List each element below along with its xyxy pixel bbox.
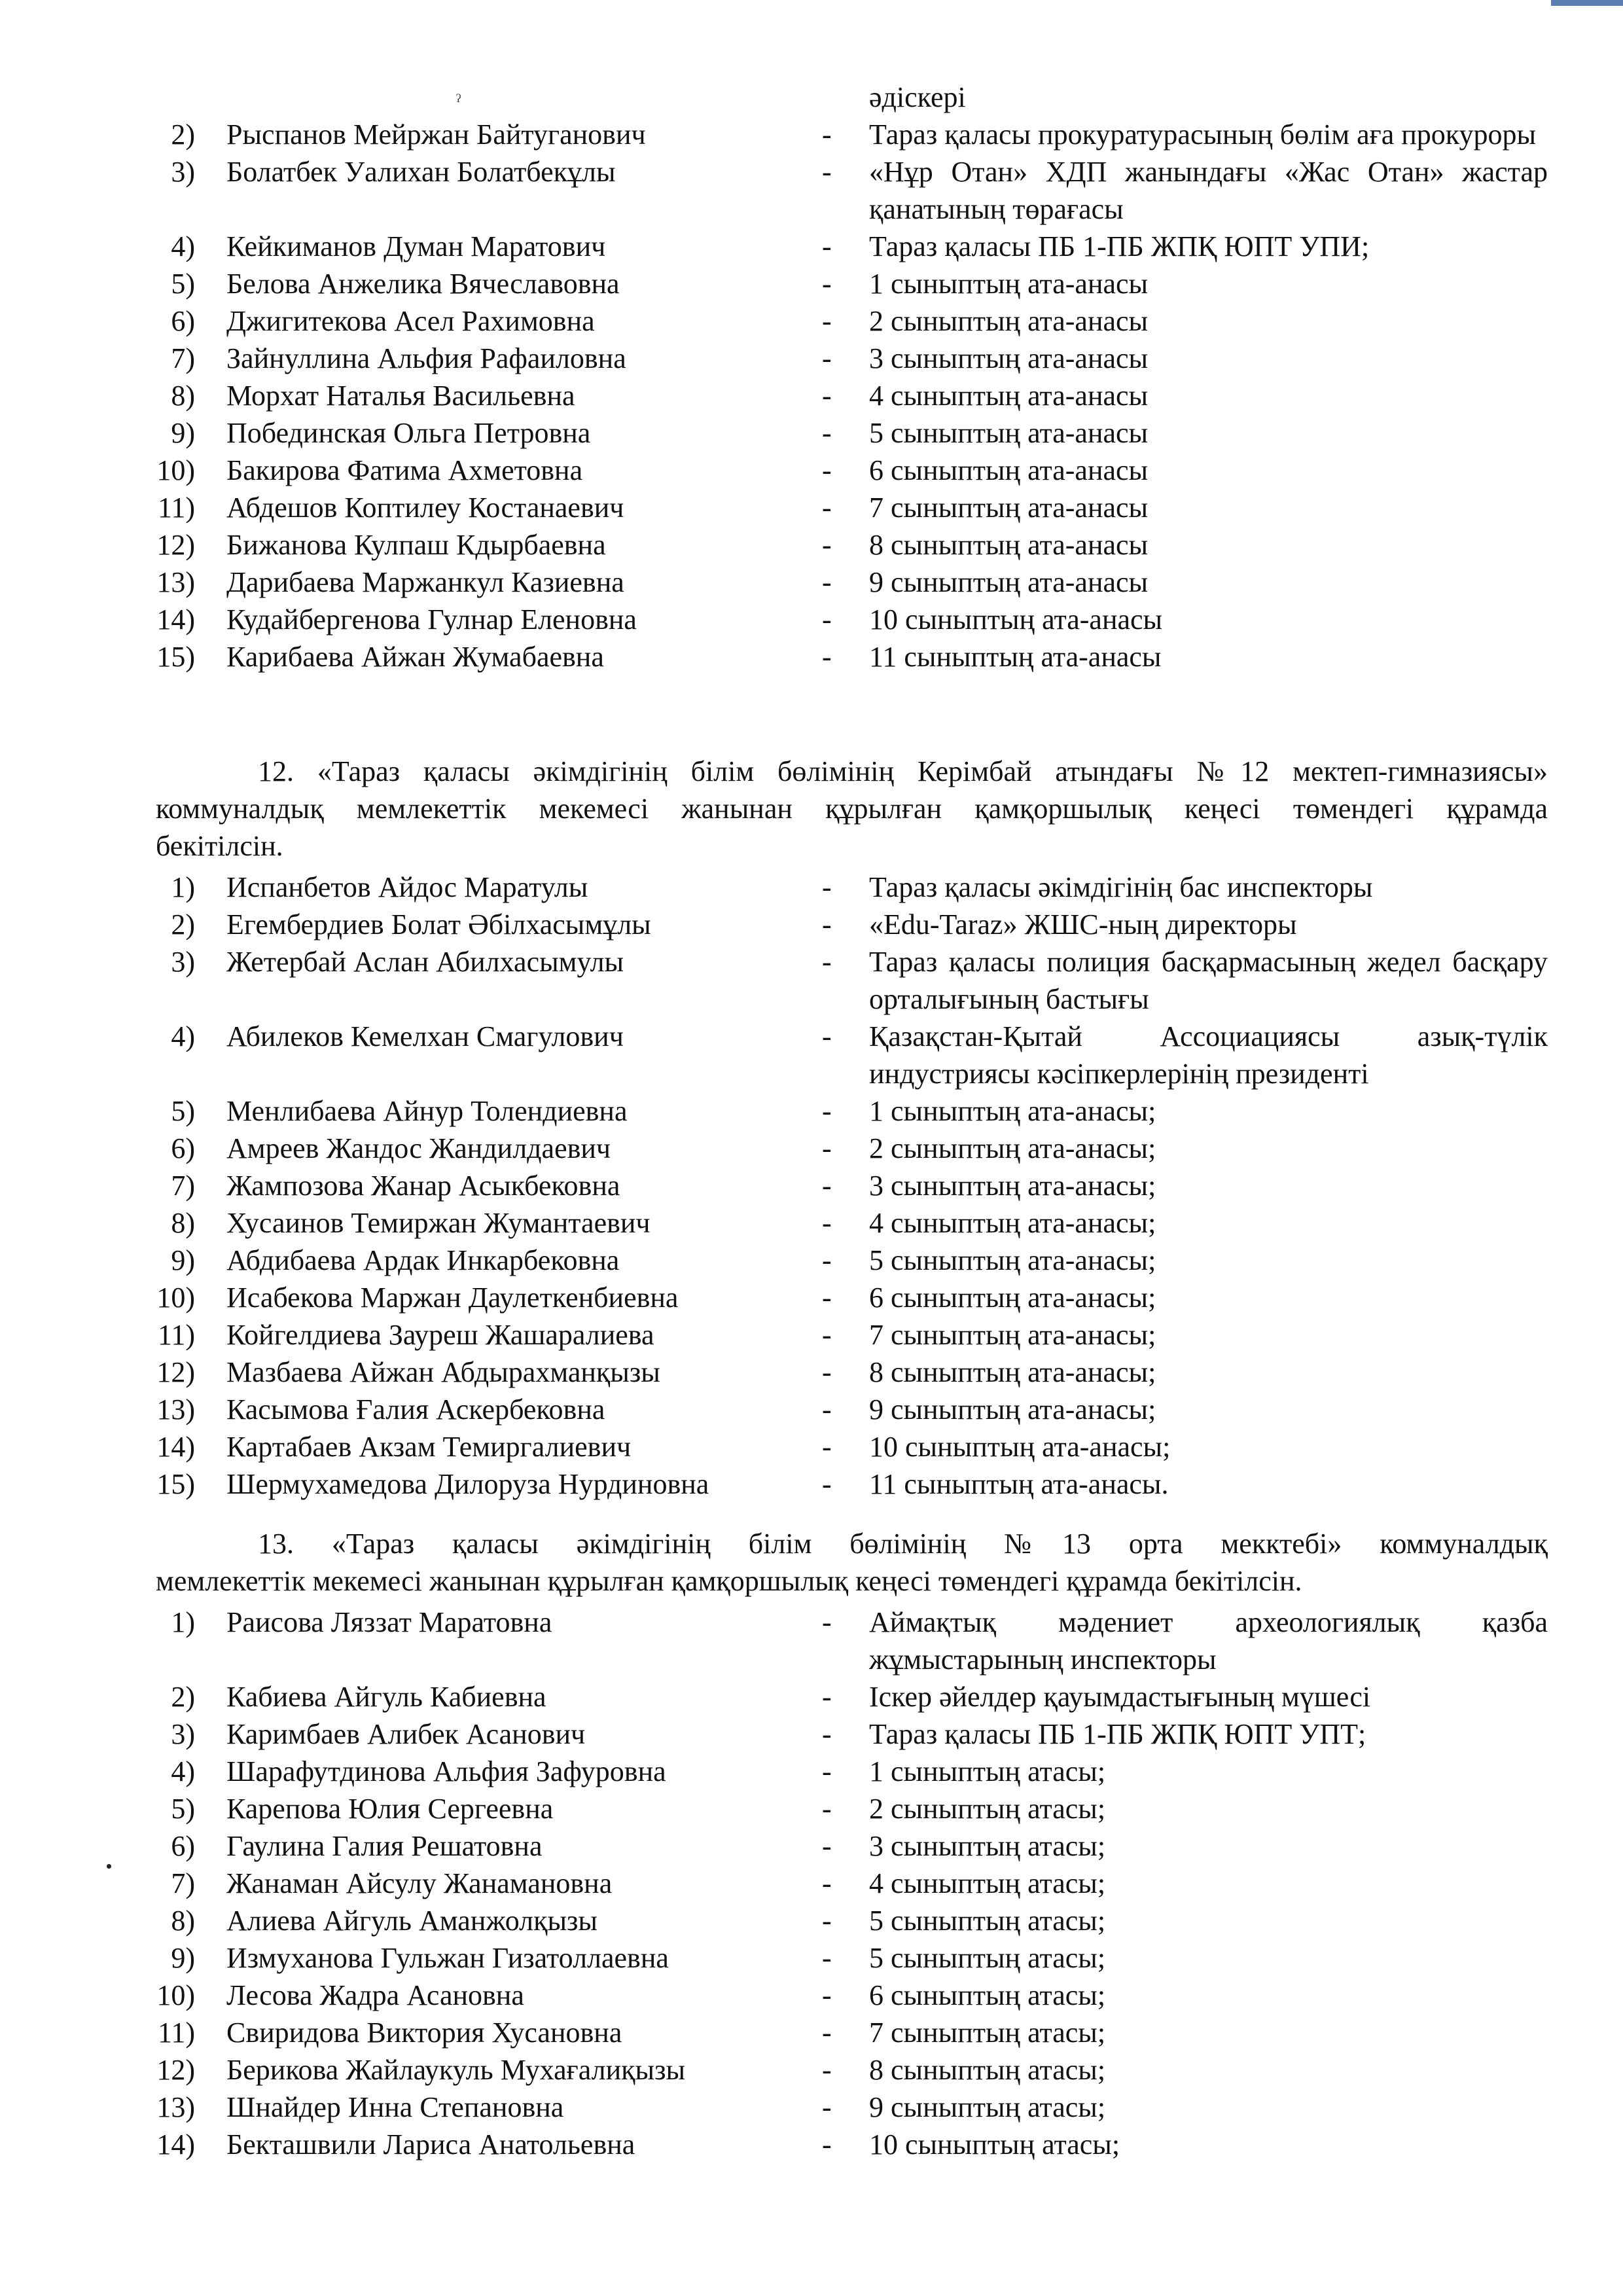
member-name: Кудайбергенова Гулнар Еленовна (226, 603, 637, 636)
list-item (0, 1354, 1623, 1391)
dash-separator: - (822, 603, 832, 636)
dash-separator: - (822, 1020, 832, 1052)
dash-separator: - (822, 1606, 832, 1638)
item-number: 13) (156, 1393, 195, 1426)
list-item (0, 1130, 1623, 1167)
member-role: Тараз қаласы полиция басқармасының жедел басқару орталығының бастығы (869, 946, 1548, 1015)
member-role: 9 сыныптың ата-анасы (869, 566, 1149, 598)
member-name: Рыспанов Мейржан Байтуганович (226, 118, 646, 151)
item-number: 9) (171, 1244, 195, 1276)
member-name: Егембердиев Болат Әбілхасымұлы (226, 908, 651, 941)
dash-separator: - (822, 946, 832, 978)
dash-separator: - (822, 342, 832, 374)
item-number: 8) (171, 1905, 195, 1937)
list-item (0, 302, 1623, 340)
item-number: 1) (171, 1606, 195, 1638)
list-item (0, 943, 1623, 1018)
dash-separator: - (822, 2054, 832, 2086)
member-role: 6 сыныптың атасы; (869, 1979, 1106, 2011)
list-item (0, 1902, 1623, 1939)
member-name: Шнайдер Инна Степановна (226, 2091, 564, 2123)
list-item (0, 869, 1623, 906)
dash-separator: - (822, 1905, 832, 1937)
dash-separator: - (822, 871, 832, 903)
member-name: Картабаев Акзам Темиргалиевич (226, 1431, 632, 1463)
member-name: Гаулина Галия Решатовна (226, 1830, 543, 1862)
member-name: Хусаинов Темиржан Жумантаевич (226, 1207, 651, 1239)
item-number: 5) (171, 268, 195, 300)
member-name: Алиева Айгуль Аманжолқызы (226, 1905, 597, 1937)
item-number: 14) (156, 603, 195, 636)
dash-separator: - (822, 2017, 832, 2049)
member-name: Белова Анжелика Вячеславовна (226, 268, 620, 300)
dash-separator: - (822, 1979, 832, 2011)
item-number: 15) (156, 1468, 195, 1500)
member-role: 6 сыныптың ата-анасы; (869, 1282, 1156, 1314)
dash-separator: - (822, 1793, 832, 1825)
item-number: 11) (157, 2017, 195, 2049)
item-number: 9) (171, 1942, 195, 1974)
dash-separator: - (822, 268, 832, 300)
item-number: 5) (171, 1095, 195, 1127)
continuation-text: әдіскері (869, 81, 966, 113)
section-13-paragraph (156, 1525, 1548, 1600)
section-12-line-1: 12. «Тараз қаласы әкімдігінің білім бөлімінің Керімбай атындағы №12 мектеп-гимназиясы» (258, 755, 1548, 787)
member-role: Тараз қаласы ПБ 1-ПБ ЖПҚ ЮПТ УПИ; (869, 230, 1370, 262)
member-role: Тараз қаласы ПБ 1-ПБ ЖПҚ ЮПТ УПТ; (869, 1718, 1366, 1750)
member-name: Бижанова Кулпаш Кдырбаевна (226, 529, 606, 561)
list-item (0, 153, 1623, 228)
list-item (0, 1977, 1623, 2014)
list-item (0, 1678, 1623, 1715)
item-number: 2) (171, 908, 195, 941)
item-number: 8) (171, 1207, 195, 1239)
list-item (0, 1715, 1623, 1753)
member-name: Жанаман Айсулу Жанамановна (226, 1867, 613, 1899)
member-role: Аймақтық мәдениет археологиялық қазба жұмыстарының инспекторы (869, 1606, 1548, 1676)
member-role: 5 сыныптың ата-анасы (869, 417, 1149, 449)
member-name: Джигитекова Асел Рахимовна (226, 305, 595, 337)
member-role: 10 сыныптың ата-анасы; (869, 1431, 1171, 1463)
list-item (0, 601, 1623, 638)
list-item (0, 906, 1623, 943)
member-name: Карибаева Айжан Жумабаевна (226, 641, 604, 673)
stray-scan-mark: ˀ (456, 90, 461, 112)
dash-separator: - (822, 2091, 832, 2123)
item-number: 10) (156, 1979, 195, 2011)
member-role: 1 сыныптың атасы; (869, 1755, 1106, 1787)
item-number: 13) (156, 566, 195, 598)
list-item (0, 2089, 1623, 2126)
dash-separator: - (822, 1095, 832, 1127)
item-number: 6) (171, 1830, 195, 1862)
member-role: Іскер әйелдер қауымдастығының мүшесі (869, 1681, 1371, 1713)
member-role: 9 сыныптың атасы; (869, 2091, 1106, 2123)
item-number: 14) (156, 2128, 195, 2161)
member-role: Тараз қаласы әкімдігінің бас инспекторы (869, 871, 1373, 903)
dash-separator: - (822, 1681, 832, 1713)
member-name: Зайнуллина Альфия Рафаиловна (226, 342, 626, 374)
member-role: 8 сыныптың ата-анасы; (869, 1356, 1156, 1388)
member-role: Қазақстан-Қытай Ассоциациясы азық-түлік индустриясы кәсіпкерлерінің президенті (869, 1020, 1548, 1090)
list-item (0, 526, 1623, 564)
member-role: 10 сыныптың атасы; (869, 2128, 1120, 2161)
list-item (0, 452, 1623, 489)
member-role: 6 сыныптың ата-анасы (869, 454, 1149, 486)
member-name: Бакирова Фатима Ахметовна (226, 454, 583, 486)
member-name: Жампозова Жанар Асыкбековна (226, 1170, 620, 1202)
list-item (0, 1092, 1623, 1130)
member-role: 3 сыныптың ата-анасы; (869, 1170, 1156, 1202)
list-item (0, 265, 1623, 302)
item-number: 2) (171, 118, 195, 151)
list-item (0, 1604, 1623, 1678)
dash-separator: - (822, 492, 832, 524)
list-item (0, 1790, 1623, 1827)
member-name: Амреев Жандос Жандилдаевич (226, 1132, 611, 1164)
dash-separator: - (822, 1132, 832, 1164)
dash-separator: - (822, 1468, 832, 1500)
item-number: 8) (171, 380, 195, 412)
dash-separator: - (822, 1319, 832, 1351)
member-role: «Edu-Taraz» ЖШС-ның директоры (869, 908, 1297, 941)
dash-separator: - (822, 417, 832, 449)
member-role: 11 сыныптың ата-анасы. (869, 1468, 1169, 1500)
section-12-line-3: бекітілсін. (156, 830, 283, 862)
list-item (0, 228, 1623, 265)
member-name: Измуханова Гульжан Гизатоллаевна (226, 1942, 669, 1974)
member-role: 8 сыныптың атасы; (869, 2054, 1106, 2086)
member-name: Болатбек Уалихан Болатбекұлы (226, 156, 616, 188)
item-number: 12) (156, 1356, 195, 1388)
member-name: Морхат Наталья Васильевна (226, 380, 575, 412)
dash-separator: - (822, 1356, 832, 1388)
continuation-block (0, 79, 1623, 116)
member-role: 5 сыныптың атасы; (869, 1905, 1106, 1937)
list-item (0, 1316, 1623, 1354)
dash-separator: - (822, 1244, 832, 1276)
member-role: 7 сыныптың ата-анасы (869, 492, 1149, 524)
list-item (0, 564, 1623, 601)
list-item (0, 1827, 1623, 1865)
dash-separator: - (822, 1830, 832, 1862)
item-number: 9) (171, 417, 195, 449)
item-number: 11) (157, 1319, 195, 1351)
member-role: «Нұр Отан» ХДП жанындағы «Жас Отан» жастар қанатының төрағасы (869, 156, 1548, 225)
item-number: 5) (171, 1793, 195, 1825)
member-role: 11 сыныптың ата-анасы (869, 641, 1162, 673)
dash-separator: - (822, 118, 832, 151)
item-number: 12) (156, 529, 195, 561)
dash-separator: - (822, 908, 832, 941)
member-role: 4 сыныптың ата-анасы (869, 380, 1149, 412)
dash-separator: - (822, 1867, 832, 1899)
dash-separator: - (822, 566, 832, 598)
list-item (0, 638, 1623, 675)
member-name: Кабиева Айгуль Кабиевна (226, 1681, 546, 1713)
item-number: 7) (171, 1170, 195, 1202)
member-name: Раисова Ляззат Маратовна (226, 1606, 552, 1638)
dash-separator: - (822, 2128, 832, 2161)
dash-separator: - (822, 230, 832, 262)
member-role: 2 сыныптың ата-анасы; (869, 1132, 1156, 1164)
dash-separator: - (822, 156, 832, 188)
member-name: Каримбаев Алибек Асанович (226, 1718, 586, 1750)
section-13-line-1: 13. «Тараз қаласы әкімдігінің білім бөлімінің №13 орта мекктебі» коммуналдық (258, 1528, 1548, 1560)
list-item (0, 116, 1623, 153)
member-name: Кейкиманов Думан Маратович (226, 230, 606, 262)
member-name: Испанбетов Айдос Маратулы (226, 871, 588, 903)
item-number: 3) (171, 946, 195, 978)
list-item (0, 1018, 1623, 1092)
member-name: Абдибаева Ардак Инкарбековна (226, 1244, 620, 1276)
dash-separator: - (822, 1942, 832, 1974)
member-name: Жетербай Аслан Абилхасымулы (226, 946, 624, 978)
item-number: 10) (156, 454, 195, 486)
dash-separator: - (822, 1718, 832, 1750)
member-list-a (0, 116, 1623, 675)
item-number: 11) (157, 492, 195, 524)
list-item (0, 1465, 1623, 1503)
item-number: 3) (171, 1718, 195, 1750)
item-number: 4) (171, 1020, 195, 1052)
item-number: 3) (171, 156, 195, 188)
member-role: 5 сыныптың ата-анасы; (869, 1244, 1156, 1276)
list-item (0, 414, 1623, 452)
member-name: Берикова Жайлаукуль Мухағалиқызы (226, 2054, 686, 2086)
member-role: Тараз қаласы прокуратурасының бөлім аға прокуроры (869, 118, 1537, 151)
list-item (0, 1167, 1623, 1204)
member-role: 1 сыныптың ата-анасы; (869, 1095, 1156, 1127)
item-number: 12) (156, 2054, 195, 2086)
dash-separator: - (822, 1431, 832, 1463)
item-number: 10) (156, 1282, 195, 1314)
member-role: 4 сыныптың ата-анасы; (869, 1207, 1156, 1239)
member-name: Лесова Жадра Асановна (226, 1979, 524, 2011)
item-number: 1) (171, 871, 195, 903)
list-item (0, 1865, 1623, 1902)
member-name: Бекташвили Лариса Анатольевна (226, 2128, 635, 2161)
dash-separator: - (822, 1755, 832, 1787)
list-item (0, 1204, 1623, 1242)
member-name: Абдешов Коптилеу Костанаевич (226, 492, 624, 524)
member-name: Шарафутдинова Альфия Зафуровна (226, 1755, 666, 1787)
member-name: Абилеков Кемелхан Смагулович (226, 1020, 624, 1052)
section-12-line-2: коммуналдық мемлекеттік мекемесі жанынан құрылған қамқоршылық кеңесі төмендегі құрамда (156, 793, 1548, 825)
dash-separator: - (822, 305, 832, 337)
member-list-c (0, 1604, 1623, 2163)
member-role: 4 сыныптың атасы; (869, 1867, 1106, 1899)
item-number: 7) (171, 342, 195, 374)
list-item (0, 1428, 1623, 1465)
dash-separator: - (822, 380, 832, 412)
item-number: 2) (171, 1681, 195, 1713)
section-13-line-2: мемлекеттік мекемесі жанынан құрылған қамқоршылық кеңесі төмендегі құрамда бекітілсін. (156, 1565, 1302, 1597)
item-number: 6) (171, 1132, 195, 1164)
dash-separator: - (822, 529, 832, 561)
member-role: 3 сыныптың атасы; (869, 1830, 1106, 1862)
dash-separator: - (822, 641, 832, 673)
list-item (0, 377, 1623, 414)
dash-separator: - (822, 1170, 832, 1202)
list-item (0, 1391, 1623, 1428)
member-name: Шермухамедова Дилоруза Нурдиновна (226, 1468, 709, 1500)
member-role: 2 сыныптың ата-анасы (869, 305, 1149, 337)
list-item (0, 1939, 1623, 1977)
item-number: 4) (171, 230, 195, 262)
dash-separator: - (822, 1207, 832, 1239)
member-name: Побединская Ольга Петровна (226, 417, 591, 449)
member-role: 2 сыныптың атасы; (869, 1793, 1106, 1825)
member-name: Карепова Юлия Сергеевна (226, 1793, 554, 1825)
item-number: 14) (156, 1431, 195, 1463)
member-role: 5 сыныптың атасы; (869, 1942, 1106, 1974)
member-name: Исабекова Маржан Даулеткенбиевна (226, 1282, 679, 1314)
dash-separator: - (822, 454, 832, 486)
member-role: 7 сыныптың ата-анасы; (869, 1319, 1156, 1351)
member-role: 9 сыныптың ата-анасы; (869, 1393, 1156, 1426)
dash-separator: - (822, 1393, 832, 1426)
item-number: 6) (171, 305, 195, 337)
dash-separator: - (822, 1282, 832, 1314)
list-item (0, 2126, 1623, 2163)
member-role: 10 сыныптың ата-анасы (869, 603, 1163, 636)
member-name: Мазбаева Айжан Абдырахманқызы (226, 1356, 660, 1388)
item-number: 13) (156, 2091, 195, 2123)
member-name: Свиридова Виктория Хусановна (226, 2017, 622, 2049)
list-item (0, 2014, 1623, 2051)
item-number: 7) (171, 1867, 195, 1899)
section-12-paragraph (156, 753, 1548, 865)
list-item (0, 1242, 1623, 1279)
member-role: 8 сыныптың ата-анасы (869, 529, 1149, 561)
member-name: Дарибаева Маржанкул Казиевна (226, 566, 624, 598)
member-name: Касымова Ғалия Аскербековна (226, 1393, 605, 1426)
member-name: Койгелдиева Зауреш Жашаралиева (226, 1319, 654, 1351)
member-role: 1 сыныптың ата-анасы (869, 268, 1149, 300)
item-number: 4) (171, 1755, 195, 1787)
member-name: Менлибаева Айнур Толендиевна (226, 1095, 628, 1127)
list-item (0, 1753, 1623, 1790)
scan-edge-mark (1551, 0, 1623, 6)
list-item (0, 489, 1623, 526)
list-item (0, 2051, 1623, 2089)
list-item (0, 340, 1623, 377)
item-number: 15) (156, 641, 195, 673)
member-role: 3 сыныптың ата-анасы (869, 342, 1149, 374)
member-role: 7 сыныптың атасы; (869, 2017, 1106, 2049)
list-item (0, 1279, 1623, 1316)
member-list-b (0, 869, 1623, 1503)
